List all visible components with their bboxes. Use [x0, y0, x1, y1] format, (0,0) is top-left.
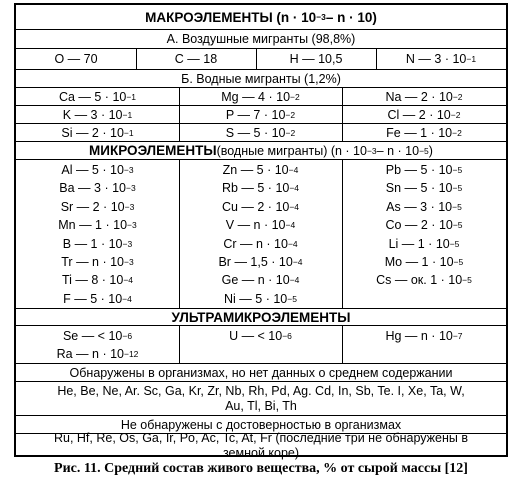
macro-title-row [16, 5, 506, 30]
water-cell: K — 3 · 10 −1 [62, 107, 133, 122]
micro-cell: Co — 2 · 10 −5 [385, 218, 463, 233]
micro-cell: Ni — 5 · 10 −5 [224, 291, 297, 306]
air-header: А. Воздушные мигранты (98,8%) [166, 32, 356, 46]
micro-cell: Mn — 1 · 10 −3 [58, 218, 137, 233]
micro-cell: Sr — 2 · 10 −3 [60, 199, 135, 214]
micro-cell: F — 5 · 10 −4 [63, 291, 132, 306]
micro-title: МИКРОЭЛЕМЕНТЫ (водные мигранты) (n · 10 −3 – n · 10 −5 ) [89, 143, 433, 158]
ultra-title: УЛЬТРАМИКРОЭЛЕМЕНТЫ [171, 309, 351, 325]
air-items-row [16, 49, 506, 70]
micro-cell: Ti — 8 · 10 −4 [61, 273, 134, 288]
micro-cell: Li — 1 · 10 −5 [388, 236, 460, 251]
macro-title-text: МАКРОЭЛЕМЕНТЫ (n · 10 [145, 9, 317, 25]
ultra-block [16, 326, 506, 364]
found-list-line: Au, Tl, Bi, Th [225, 398, 297, 413]
micro-title-text: МИКРОЭЛЕМЕНТЫ [89, 143, 217, 158]
water-row [16, 106, 506, 124]
water-header-row [16, 70, 506, 88]
micro-cell: Tr — n · 10 −3 [61, 255, 134, 269]
air-item: C — 18 [174, 52, 218, 66]
ultra-title-row [16, 309, 506, 326]
ultra-cell: U — < 10 −6 [229, 329, 292, 343]
water-cell: Mg — 4 · 10 −2 [221, 89, 300, 104]
found-list [16, 382, 506, 415]
ultra-cell: Hg — n · 10 −7 [385, 329, 463, 343]
figure-caption: Рис. 11. Средний состав живого вещества, % от сырой массы [12] [54, 461, 468, 476]
air-item: N — 3 · 10 −1 [405, 52, 477, 66]
water-cell: Na — 2 · 10 −2 [385, 89, 463, 104]
water-row [16, 88, 506, 106]
macro-title: МАКРОЭЛЕМЕНТЫ (n · 10 −3 – n · 10) [145, 9, 377, 25]
ultra-cell: Se — < 10 −6 [62, 329, 133, 343]
water-cell: Fe — 1 · 10 −2 [386, 125, 462, 140]
water-row [16, 124, 506, 142]
micro-cell: Rb — 5 · 10 −4 [221, 181, 300, 196]
water-cell: Si — 2 · 10 −1 [61, 125, 134, 140]
micro-cell: As — 3 · 10 −5 [386, 199, 462, 214]
micro-cell: Al — 5 · 10 −3 [61, 163, 134, 177]
micro-cell: Cr — n · 10 −4 [223, 236, 298, 251]
micro-cell: Mo — 1 · 10 −5 [384, 255, 464, 269]
ultra-cell: Ra — n · 10 −12 [56, 347, 139, 361]
water-cell: P — 7 · 10 −2 [225, 107, 296, 122]
composition-table [14, 3, 508, 460]
water-header: Б. Водные мигранты (1,2%) [181, 71, 341, 86]
micro-cell: B — 1 · 10 −3 [62, 236, 133, 251]
micro-subtitle: (водные мигранты) (n · 10 [216, 143, 367, 158]
found-list-line: He, Be, Ne, Ar. Sc, Ga, Kr, Zr, Nb, Rh, Pd, Ag. Cd, In, Sb, Te. I, Xe, Ta, W, [57, 383, 465, 398]
water-cell: S — 5 · 10 −2 [225, 125, 296, 140]
micro-cell: Cu — 2 · 10 −4 [221, 199, 300, 214]
micro-cell: Cs — ок. 1 · 10 −5 [376, 273, 472, 288]
found-header: Обнаружены в организмах, но нет данных о среднем содержании [69, 365, 453, 380]
air-item: O — 70 [54, 52, 98, 66]
micro-cell [342, 290, 506, 308]
macro-title-range: – n · 10) [325, 9, 377, 25]
micro-cell: V — n · 10 −4 [225, 218, 296, 233]
micro-title-row [16, 142, 506, 160]
micro-cell: Ba — 3 · 10 −3 [59, 181, 136, 196]
notfound-header: Не обнаружены с достоверностью в организмах [120, 417, 402, 432]
found-list-row [16, 382, 506, 416]
water-cell: Ca — 5 · 10 −1 [58, 89, 137, 104]
notfound-list [16, 430, 506, 460]
air-item: H — 10,5 [289, 52, 343, 66]
air-header-row [16, 30, 506, 49]
micro-cell: Ge — n · 10 −4 [221, 273, 300, 288]
notfound-list-row [16, 430, 506, 460]
notfound-list-line: земной коре) [222, 445, 300, 460]
found-header-row [16, 364, 506, 382]
micro-cell: Br — 1,5 · 10 −4 [218, 255, 303, 269]
micro-cell: Sn — 5 · 10 −5 [385, 181, 463, 196]
micro-block [16, 160, 506, 309]
water-cell: Cl — 2 · 10 −2 [387, 107, 461, 122]
notfound-list-line: Ru, Hf, Re, Os, Ga, Ir, Po, Ac, Tc, At, Fr (последние три не обнаружены в [53, 430, 468, 445]
micro-cell: Zn — 5 · 10 −4 [222, 163, 299, 177]
micro-cell: Pb — 5 · 10 −5 [385, 163, 463, 177]
